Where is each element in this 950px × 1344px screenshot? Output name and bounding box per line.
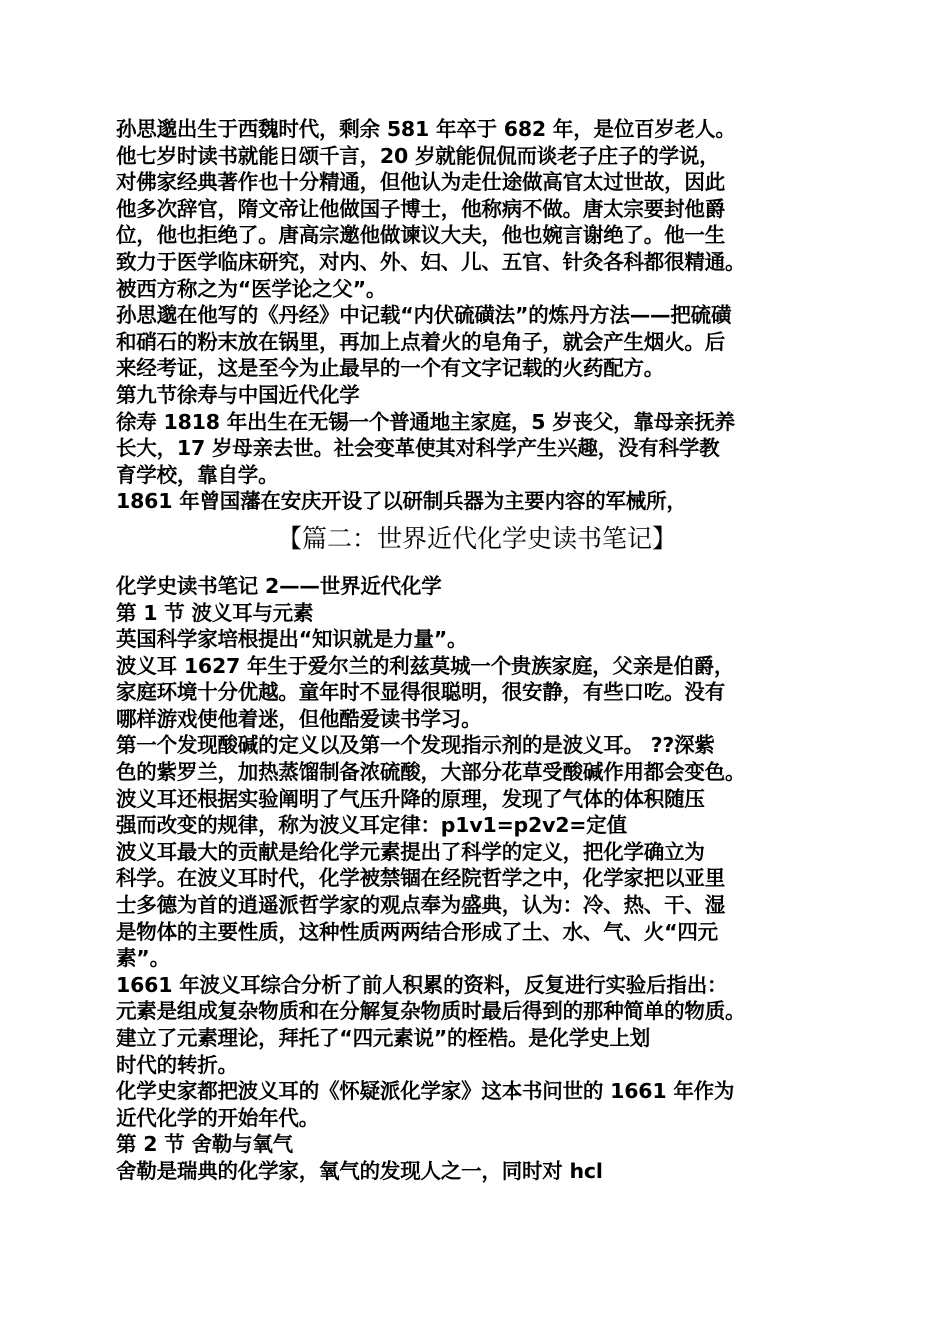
document-page (116, 116, 838, 1185)
text-line: 舍勒是瑞典的化学家，氧气的发现人之一，同时对 hcl (116, 1158, 603, 1183)
text-line: 来经考证，这是至今为止最早的一个有文字记载的火药配方。 (116, 356, 665, 381)
text-line: 士多德为首的逍遥派哲学家的观点奉为盛典，认为：冷、热、干、湿 (116, 893, 725, 918)
spacer (116, 565, 838, 573)
text-line: 育学校，靠自学。 (116, 462, 279, 487)
text-line: 和硝石的粉末放在锅里，再加上点着火的皂角子，就会产生烟火。后 (116, 329, 725, 354)
text-line: 第 2 节 舍勒与氧气 (116, 1132, 293, 1157)
text-line: 化学史读书笔记 2——世界近代化学 (116, 573, 442, 598)
text-line: 时代的转折。 (116, 1052, 238, 1077)
text-line: 波义耳 1627 年生于爱尔兰的利兹莫城一个贵族家庭，父亲是伯爵， (116, 653, 735, 678)
text-line: 孙思邈在他写的《丹经》中记载“内伏硫磺法”的炼丹方法——把硫磺 (116, 303, 732, 328)
text-line: 他七岁时读书就能日颂千言，20 岁就能侃侃而谈老子庄子的学说， (116, 143, 720, 168)
text-line: 英国科学家培根提出“知识就是力量”。 (116, 627, 468, 652)
text-line: 第九节徐寿与中国近代化学 (116, 382, 360, 407)
text-line: 是物体的主要性质，这种性质两两结合形成了土、水、气、火“四元 (116, 919, 718, 944)
text-block-sun-simiao-xu-shou (116, 116, 838, 515)
text-line: 他多次辞官，隋文帝让他做国子博士，他称病不做。唐太宗要封他爵 (116, 196, 725, 221)
text-line: 科学。在波义耳时代，化学被禁锢在经院哲学之中，化学家把以亚里 (116, 866, 725, 891)
text-line: 元素是组成复杂物质和在分解复杂物质时最后得到的那种简单的物质。 (116, 999, 746, 1024)
text-line: 1861 年曾国藩在安庆开设了以研制兵器为主要内容的军械所， (116, 489, 687, 514)
text-line: 建立了元素理论，拜托了“四元素说”的桎梏。是化学史上划 (116, 1026, 651, 1050)
text-line: 长大，17 岁母亲去世。社会变革使其对科学产生兴趣，没有科学教 (116, 436, 720, 461)
text-line: 化学史家都把波义耳的《怀疑派化学家》这本书问世的 1661 年作为 (116, 1079, 735, 1104)
text-line: 波义耳最大的贡献是给化学元素提出了科学的定义，把化学确立为 (116, 839, 705, 864)
text-line: 1661 年波义耳综合分析了前人积累的资料，反复进行实验后指出： (116, 972, 728, 997)
text-line: 哪样游戏使他着迷，但他酷爱读书学习。 (116, 706, 482, 731)
text-block-boyle-scheele (116, 573, 838, 1185)
text-line: 强而改变的规律，称为波义耳定律：p1v1=p2v2=定值 (116, 813, 627, 838)
text-line: 波义耳还根据实验阐明了气压升降的原理，发现了气体的体积随压 (116, 786, 705, 811)
text-line: 徐寿 1818 年出生在无锡一个普通地主家庭，5 岁丧父，靠母亲抚养 (116, 409, 735, 434)
text-line: 对佛家经典著作也十分精通，但他认为走仕途做高官太过世故，因此 (116, 170, 725, 195)
section-title: 【篇二：世界近代化学史读书笔记】 (276, 523, 677, 553)
text-line: 第 1 节 波义耳与元素 (116, 600, 314, 625)
text-line: 素”。 (116, 946, 170, 971)
text-line: 近代化学的开始年代。 (116, 1105, 319, 1130)
text-line: 家庭环境十分优越。童年时不显得很聪明，很安静，有些口吃。没有 (116, 680, 725, 705)
text-line: 被西方称之为“医学论之父”。 (116, 276, 387, 301)
text-line: 位，他也拒绝了。唐高宗邀他做谏议大夫，他也婉言谢绝了。他一生 (116, 223, 725, 248)
text-line: 第一个发现酸碱的定义以及第一个发现指示剂的是波义耳。 ??深紫 (116, 733, 715, 758)
text-line: 致力于医学临床研究，对内、外、妇、儿、五官、针灸各科都很精通。 (116, 249, 746, 274)
text-line: 色的紫罗兰，加热蒸馏制备浓硫酸，大部分花草受酸碱作用都会变色。 (116, 760, 746, 785)
text-line: 孙思邈出生于西魏时代，剩余 581 年卒于 682 年，是位百岁老人。 (116, 117, 736, 141)
